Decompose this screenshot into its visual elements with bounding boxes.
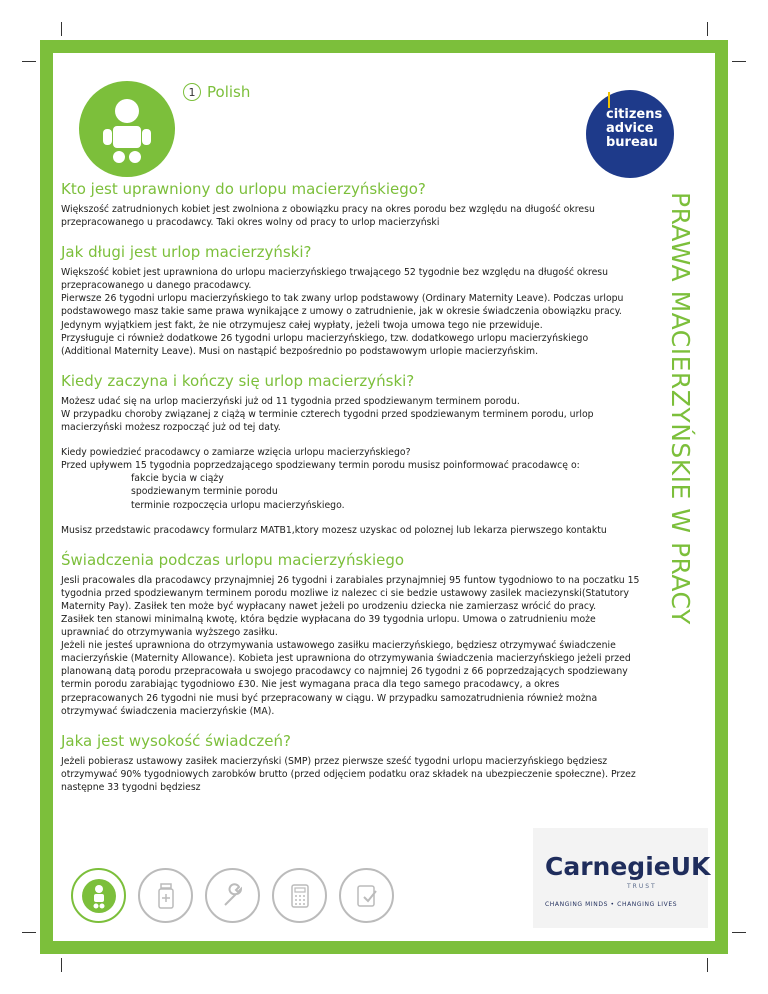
paragraph: Przysługuje ci również dodatkowe 26 tygodni urlopu macierzyńskiego, tzw. dodatkowego urlopu macierzyńskiego (Additional Maternity Leave). Musi on nastąpić bezpośrednio po podstawowym urlopie macierzyńskim. xyxy=(61,332,589,357)
logo-accent-bar xyxy=(608,92,610,108)
logo-line: advice xyxy=(606,121,654,136)
baby-icon xyxy=(79,81,175,177)
checklist-icon xyxy=(339,868,394,923)
list-item: fakcie bycia w ciąży xyxy=(131,473,224,485)
crop-mark xyxy=(61,22,62,36)
section-heading: Jak długi jest urlop macierzyński? xyxy=(61,243,312,262)
crop-mark xyxy=(707,958,708,972)
section xyxy=(61,732,641,794)
sponsor-tagline: CHANGING MINDS • CHANGING LIVES xyxy=(545,901,678,908)
wrench-icon xyxy=(205,868,260,923)
language-marker xyxy=(183,83,250,101)
language-number: 1 xyxy=(183,83,201,101)
language-name: Polish xyxy=(207,83,251,101)
paragraph: Większość kobiet jest uprawniona do urlopu macierzyńskiego trwającego 52 tygodnie bez względu na długość okresu przepracowanego u danego pracodawcy. xyxy=(61,267,609,292)
crop-mark xyxy=(732,932,746,933)
paragraph: Możesz udać się na urlop macierzyński już od 11 tygodnia przed spodziewanym terminem porodu. xyxy=(61,395,520,407)
sponsor-name: Carnegie xyxy=(545,852,671,881)
paragraph: Kiedy powiedzieć pracodawcy o zamiarze wzięcia urlopu macierzyńskiego? xyxy=(61,447,411,459)
section-heading: Kto jest uprawniony do urlopu macierzyńskiego? xyxy=(61,180,426,198)
section xyxy=(61,243,641,358)
calculator-icon xyxy=(272,868,327,923)
section xyxy=(61,551,641,718)
paragraph: Jeżeli pobierasz ustawowy zasiłek macierzyński (SMP) przez pierwsze sześć tygodni urlopu macierzyńskiego będziesz otrzymywać 90% tygodniowych zarobków brutto (przed odjęciem podatku oraz składek na ubezpieczenie społeczne). Przez następne 33 tygodni będziesz xyxy=(61,755,636,793)
vertical-title-text: PRAWA MACIERZYŃSKIE W PRACY xyxy=(666,192,695,625)
paragraph: Pierwsze 26 tygodni urlopu macierzyńskiego to tak zwany urlop podstawowy (Ordinary Maternity Leave). Podczas urlopu podstawowego masz takie same prawa wynikające z umowy o zatrudnienie, jak w okresie świadczenia obowiązku pracy. Jedynym wyjątkiem jest fakt, że nie otrzymujesz całej wypłaty, jeżeli twoja umowa tego nie przewiduje. xyxy=(61,293,624,331)
topic-icons xyxy=(71,868,394,923)
crop-mark xyxy=(61,958,62,972)
medicine-bottle-icon xyxy=(138,868,193,923)
baby-icon xyxy=(71,868,126,923)
section-heading: Kiedy zaczyna i kończy się urlop macierzyński? xyxy=(61,371,415,390)
section xyxy=(61,180,641,229)
paragraph: Jeżeli nie jesteś uprawniona do otrzymywania ustawowego zasiłku macierzyńskiego, będziesz otrzymywać świadczenie macierzyńskie (Maternity Allowance). Kobieta jest uprawniona do otrzymywania świadczenia macierzyńskiego jeżeli przed planowaną datą porodu przepracowała u swojego pracodawcy co najmniej 26 tygodni z 66 poprzedzających spodziewany termin porodu zarabiając tygodniowo £30. Nie jest wymagana praca dla tego samego pracodawcy, a okres przepracowanych 26 tygodni nie musi być przepracowany w ciągu. W przypadku samozatrudnienia również można otrzymywać świadczenia macierzyńskie (MA). xyxy=(61,640,631,717)
paragraph: W przypadku choroby związanej z ciążą w terminie czterech tygodni przed spodziewanym terminem porodu, urlop macierzyński możesz rozpocząć już od tej daty. xyxy=(61,408,594,434)
vertical-title xyxy=(666,192,695,892)
leaflet-page xyxy=(53,53,715,941)
crop-mark xyxy=(707,22,708,36)
carnegie-uk-logo xyxy=(533,828,711,928)
logo-line: citizens xyxy=(606,107,663,122)
paragraph: Przed upływem 15 tygodnia poprzedzającego spodziewany termin porodu musisz poinformować pracodawcę o: xyxy=(61,460,580,472)
list-item: terminie rozpoczęcia urlopu macierzyńskiego. xyxy=(131,499,345,511)
paragraph: Jesli pracowales dla pracodawcy przynajmniej 26 tygodni i zarabiales przynajmniej 95 funtow tygodniowo to na poczatku 15 tygodnia przed spodziewanym terminem porodu mozliwe iz nalezec ci sie bedzie ustawowy zasilek maciezynski(Statutory Maternity Pay). Zasiłek ten może być wypłacany nawet jeżeli po urodzeniu dziecka nie zamierzasz wrócić do pracy. xyxy=(61,574,640,612)
paragraph: Zasiłek ten stanowi minimalną kwotę, która będzie wypłacana do 39 tygodnia urlopu. Umowa o zatrudnieniu może uprawniać do otrzymywania wyższego zasiłku. xyxy=(61,613,596,639)
section-heading: Świadczenia podczas urlopu macierzyńskiego xyxy=(61,550,405,569)
crop-mark xyxy=(732,61,746,62)
paragraph: Musisz przedstawic pracodawcy formularz MATB1,ktory mozesz uzyskac od poloznej lub lekarza pierwszego kontaktu xyxy=(61,524,607,536)
logo-line: bureau xyxy=(606,135,658,150)
main-content xyxy=(61,180,641,808)
paragraph: Większość zatrudnionych kobiet jest zwolniona z obowiązku pracy na okres porodu bez względu na długość okresu przepracowanego u pracodawcy. Taki okres wolny od pracy to urlop macierzyński xyxy=(61,204,595,229)
section-heading: Jaka jest wysokość świadczeń? xyxy=(61,731,291,750)
sponsor-trust: TRUST xyxy=(627,883,657,890)
list-item: spodziewanym terminie porodu xyxy=(131,486,278,498)
crop-mark xyxy=(22,932,36,933)
crop-mark xyxy=(22,61,36,62)
citizens-advice-logo xyxy=(586,90,674,178)
section xyxy=(61,372,641,537)
sponsor-name-uk: UK xyxy=(670,852,711,881)
